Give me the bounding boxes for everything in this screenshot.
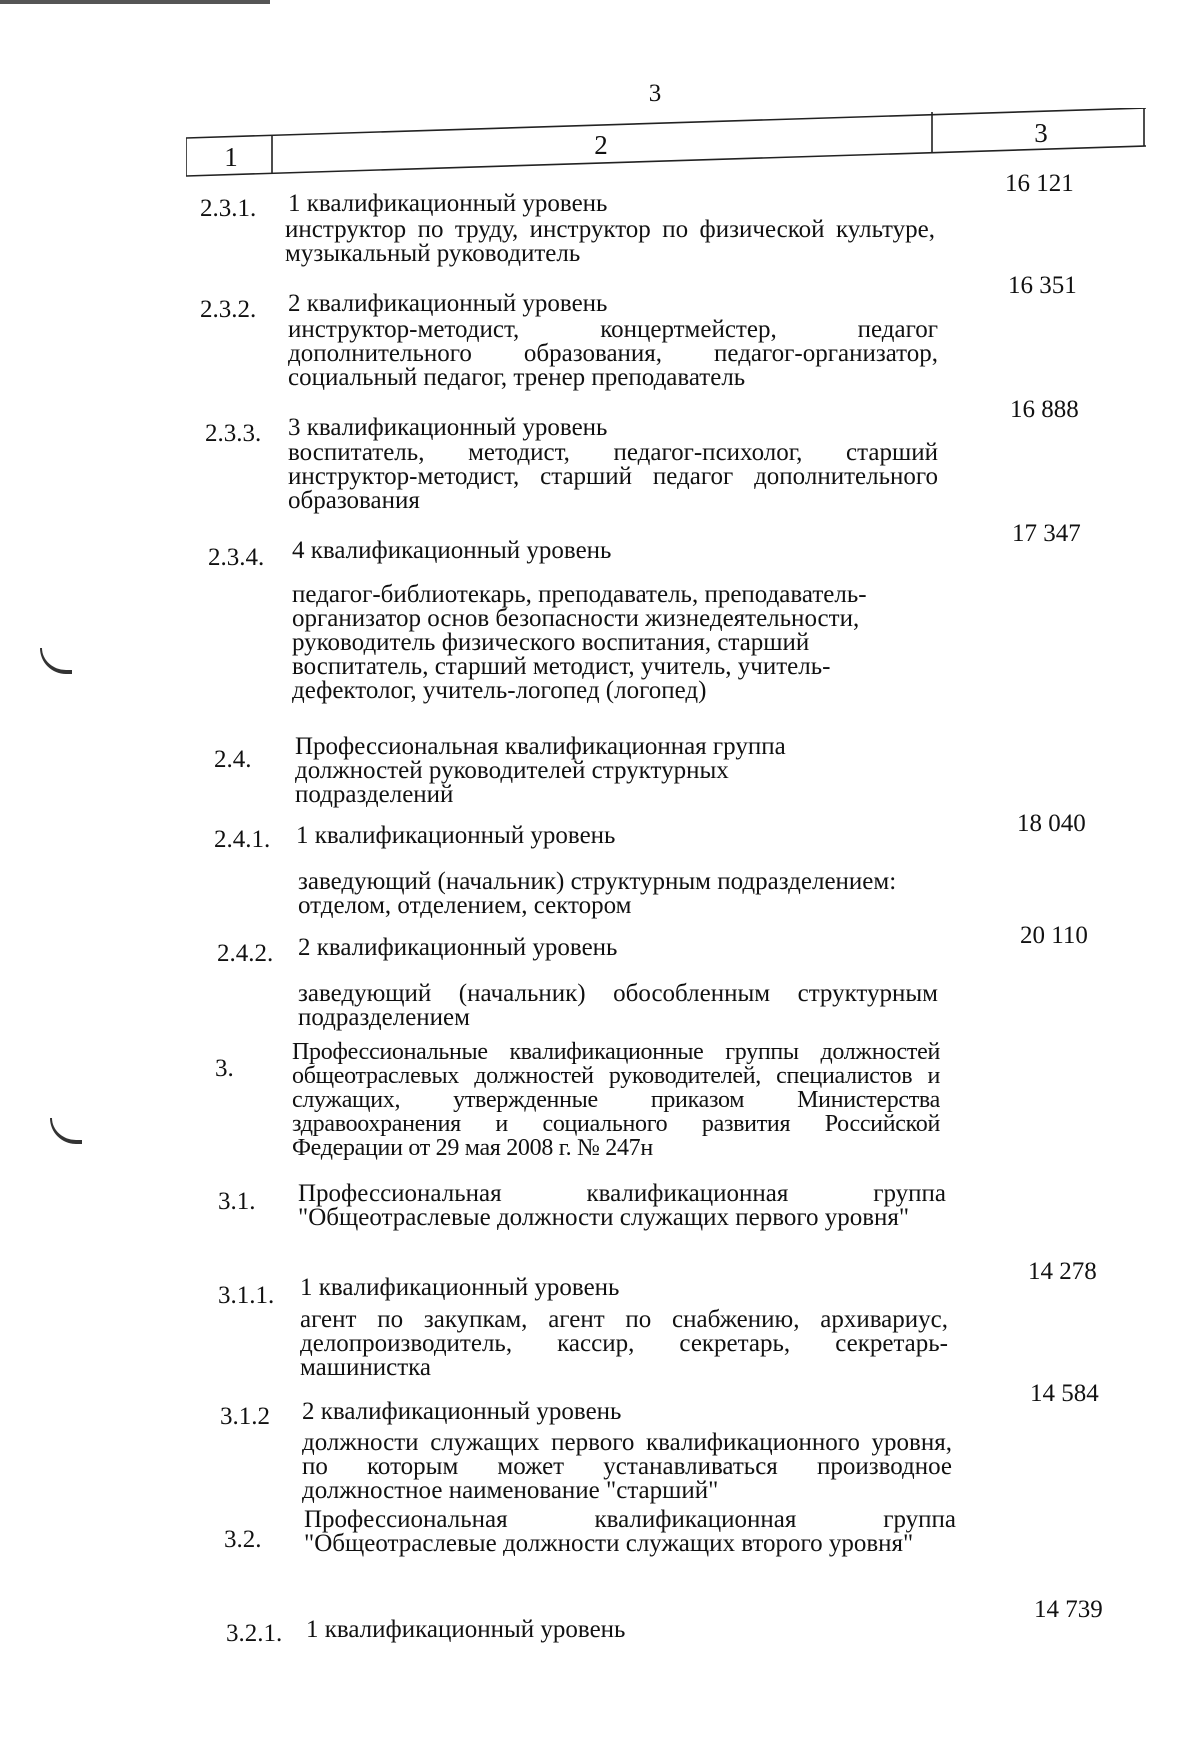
row-group-title: Профессиональные квалификационные группы должностей общеотраслевых должностей руководителей, специалистов и служащих, утвержденные приказом Министерства здравоохранения и социального развития Российской Федерации от 29 мая 2008 г. № 247н	[292, 1039, 940, 1161]
table-header-lines	[186, 108, 1146, 180]
column-header-3: 3	[1034, 118, 1048, 148]
row-number: 3.1.	[218, 1188, 256, 1215]
row-description: воспитатель, методист, педагог-психолог, старший инструктор-методист, старший педагог дополнительного образования	[288, 439, 938, 514]
row-number: 3.2.1.	[226, 1620, 283, 1647]
row-level: 1 квалификационный уровень	[306, 1616, 626, 1643]
row-number: 2.4.1.	[214, 826, 271, 853]
row-description: заведующий (начальник) структурным подразделением: отделом, отделением, сектором	[298, 868, 897, 919]
row-level: 4 квалификационный уровень	[292, 537, 612, 564]
row-number: 3.2.	[224, 1526, 262, 1553]
row-number: 2.4.	[214, 746, 252, 773]
row-description: инструктор-методист, концертмейстер, педагог дополнительного образования, педагог-организатор, социальный педагог, тренер преподаватель	[288, 316, 938, 391]
row-value: 17 347	[1012, 520, 1081, 547]
row-description: заведующий (начальник) обособленным структурным подразделением	[298, 980, 938, 1031]
row-number: 2.3.1.	[200, 195, 257, 222]
table-header	[186, 108, 1146, 180]
row-group-title: Профессиональная квалификационная группа должностей руководителей структурных подразделений	[295, 733, 786, 808]
row-description: агент по закупкам, агент по снабжению, архивариус, делопроизводитель, кассир, секретарь, секретарь-машинистка	[300, 1306, 948, 1381]
row-group-title: Профессиональная квалификационная группа "Общеотраслевые должности служащих первого уровня"	[298, 1180, 946, 1231]
row-number: 3.1.1.	[218, 1282, 275, 1309]
row-number: 2.4.2.	[217, 940, 274, 967]
row-description: педагог-библиотекарь, преподаватель, преподаватель-организатор основ безопасности жизнедеятельности, руководитель физического воспитания, старший воспитатель, старший методист, учитель, учитель-дефектолог, учитель-логопед (логопед)	[292, 581, 867, 704]
row-value: 16 351	[1008, 272, 1077, 299]
row-number: 3.	[215, 1055, 234, 1082]
row-value: 20 110	[1020, 922, 1088, 949]
scan-punch-mark	[50, 1118, 82, 1144]
row-level: 1 квалификационный уровень	[288, 190, 608, 217]
row-level: 3 квалификационный уровень	[288, 414, 608, 441]
row-number: 2.3.2.	[200, 296, 257, 323]
page-number: 3	[648, 80, 662, 107]
row-value: 14 584	[1030, 1380, 1099, 1407]
scan-punch-mark	[40, 648, 72, 674]
row-number: 2.3.3.	[205, 420, 262, 447]
row-number: 2.3.4.	[208, 544, 265, 571]
row-value: 18 040	[1017, 810, 1086, 837]
row-level: 1 квалификационный уровень	[296, 822, 616, 849]
row-description: инструктор по труду, инструктор по физической культуре, музыкальный руководитель	[285, 216, 935, 267]
row-value: 14 278	[1028, 1258, 1097, 1285]
row-value: 16 121	[1005, 170, 1074, 197]
row-number: 3.1.2	[220, 1403, 270, 1430]
row-value: 16 888	[1010, 396, 1079, 423]
row-level: 2 квалификационный уровень	[302, 1398, 622, 1425]
row-level: 1 квалификационный уровень	[300, 1274, 620, 1301]
row-description: должности служащих первого квалификационного уровня, по которым может устанавливаться производное должностное наименование "старший"	[302, 1429, 952, 1504]
column-header-1: 1	[224, 142, 238, 172]
column-header-2: 2	[594, 130, 608, 160]
row-group-title: Профессиональная квалификационная группа "Общеотраслевые должности служащих второго уровня"	[304, 1506, 956, 1557]
scan-edge-streak	[0, 0, 270, 4]
row-level: 2 квалификационный уровень	[288, 290, 608, 317]
row-value: 14 739	[1034, 1596, 1103, 1623]
row-level: 2 квалификационный уровень	[298, 934, 618, 961]
